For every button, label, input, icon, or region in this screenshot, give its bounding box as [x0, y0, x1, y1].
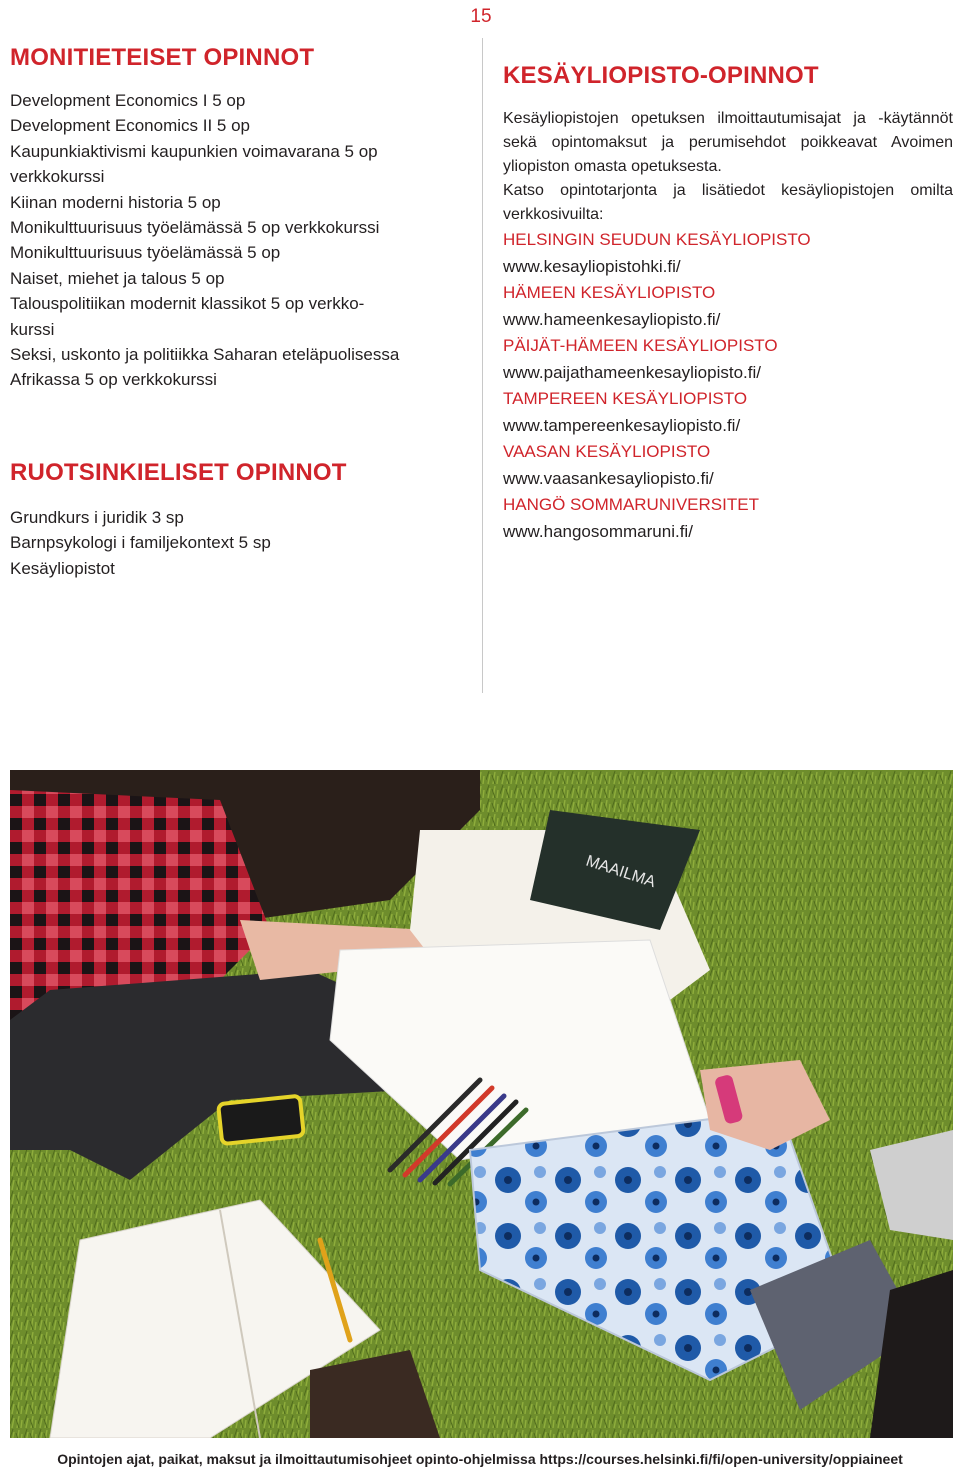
list-item: Seksi, uskonto ja politiikka Saharan eteläpuolisessa: [10, 345, 400, 365]
university-name: PÄIJÄT-HÄMEEN KESÄYLIOPISTO: [503, 336, 778, 355]
university-name: HANGÖ SOMMARUNIVERSITET: [503, 495, 759, 514]
list-item: Kaupunkiaktivismi kaupunkien voimavarana 5 op: [10, 141, 378, 161]
list-item: Naiset, miehet ja talous 5 op: [10, 268, 225, 288]
list-item: kurssi: [10, 319, 55, 339]
list-item: Monikulttuurisuus työelämässä 5 op: [10, 243, 281, 263]
page-number: 15: [470, 6, 492, 27]
list-item: Afrikassa 5 op verkkokurssi: [10, 370, 217, 390]
list-item: [503, 439, 953, 492]
right-column: [503, 62, 953, 545]
section-heading-ruotsinkieliset: RUOTSINKIELISET OPINNOT: [10, 458, 347, 486]
list-item: Grundkurs i juridik 3 sp: [10, 507, 184, 527]
students-studying-photo: [10, 770, 953, 1438]
list-item: Development Economics II 5 op: [10, 116, 251, 136]
course-list-ruotsinkieliset: [10, 505, 465, 581]
photo-illustration: [10, 770, 953, 1438]
list-item: [503, 227, 953, 280]
list-item: Talouspolitiikan modernit klassikot 5 op verkko-: [10, 294, 365, 314]
list-item: [503, 492, 953, 545]
university-name: HÄMEEN KESÄYLIOPISTO: [503, 283, 716, 302]
university-list: [503, 227, 953, 545]
column-divider: [482, 38, 483, 693]
section-heading-monitieteiset: MONITIETEISET OPINNOT: [10, 44, 315, 71]
university-name: TAMPEREEN KESÄYLIOPISTO: [503, 389, 748, 408]
left-column: [10, 44, 465, 581]
book-title: MAAILMA: [583, 852, 658, 892]
list-item: Kesäyliopistot: [10, 558, 115, 578]
university-link[interactable]: www.paijathameenkesayliopisto.fi/: [503, 362, 761, 382]
list-item: Development Economics I 5 op: [10, 91, 246, 110]
course-list-monitieteiset: [10, 88, 465, 393]
list-item: verkkokurssi: [10, 167, 105, 187]
university-link[interactable]: www.tampereenkesayliopisto.fi/: [503, 415, 741, 435]
list-item: [503, 386, 953, 439]
university-link[interactable]: www.kesayliopistohki.fi/: [503, 256, 681, 276]
intro-paragraph-2: Katso opintotarjonta ja lisätiedot kesäyliopistojen omilta verkkosivuilta:: [503, 182, 953, 223]
list-item: Monikulttuurisuus työelämässä 5 op verkkokurssi: [10, 218, 380, 238]
section-heading-kesayliopisto: KESÄYLIOPISTO-OPINNOT: [503, 62, 819, 89]
university-name: VAASAN KESÄYLIOPISTO: [503, 442, 711, 461]
university-link[interactable]: www.hameenkesayliopisto.fi/: [503, 309, 721, 329]
footer-note: Opintojen ajat, paikat, maksut ja ilmoittautumisohjeet opinto-ohjelmissa https://courses.helsinki.fi/fi/open-university/oppiaineet: [57, 1451, 903, 1467]
university-name: HELSINGIN SEUDUN KESÄYLIOPISTO: [503, 230, 811, 249]
list-item: [503, 280, 953, 333]
intro-text: [503, 107, 953, 227]
list-item: Kiinan moderni historia 5 op: [10, 192, 221, 212]
list-item: Barnpsykologi i familjekontext 5 sp: [10, 533, 271, 553]
intro-paragraph-1: Kesäyliopistojen opetuksen ilmoittautumisajat ja -käytännöt sekä opintomaksut ja perumisehdot poikkeavat Avoimen yliopiston omasta opetuksesta.: [503, 110, 953, 175]
university-link[interactable]: www.hangosommaruni.fi/: [503, 521, 693, 541]
section-ruotsinkieliset: [10, 459, 465, 581]
university-link[interactable]: www.vaasankesayliopisto.fi/: [503, 468, 714, 488]
list-item: [503, 333, 953, 386]
